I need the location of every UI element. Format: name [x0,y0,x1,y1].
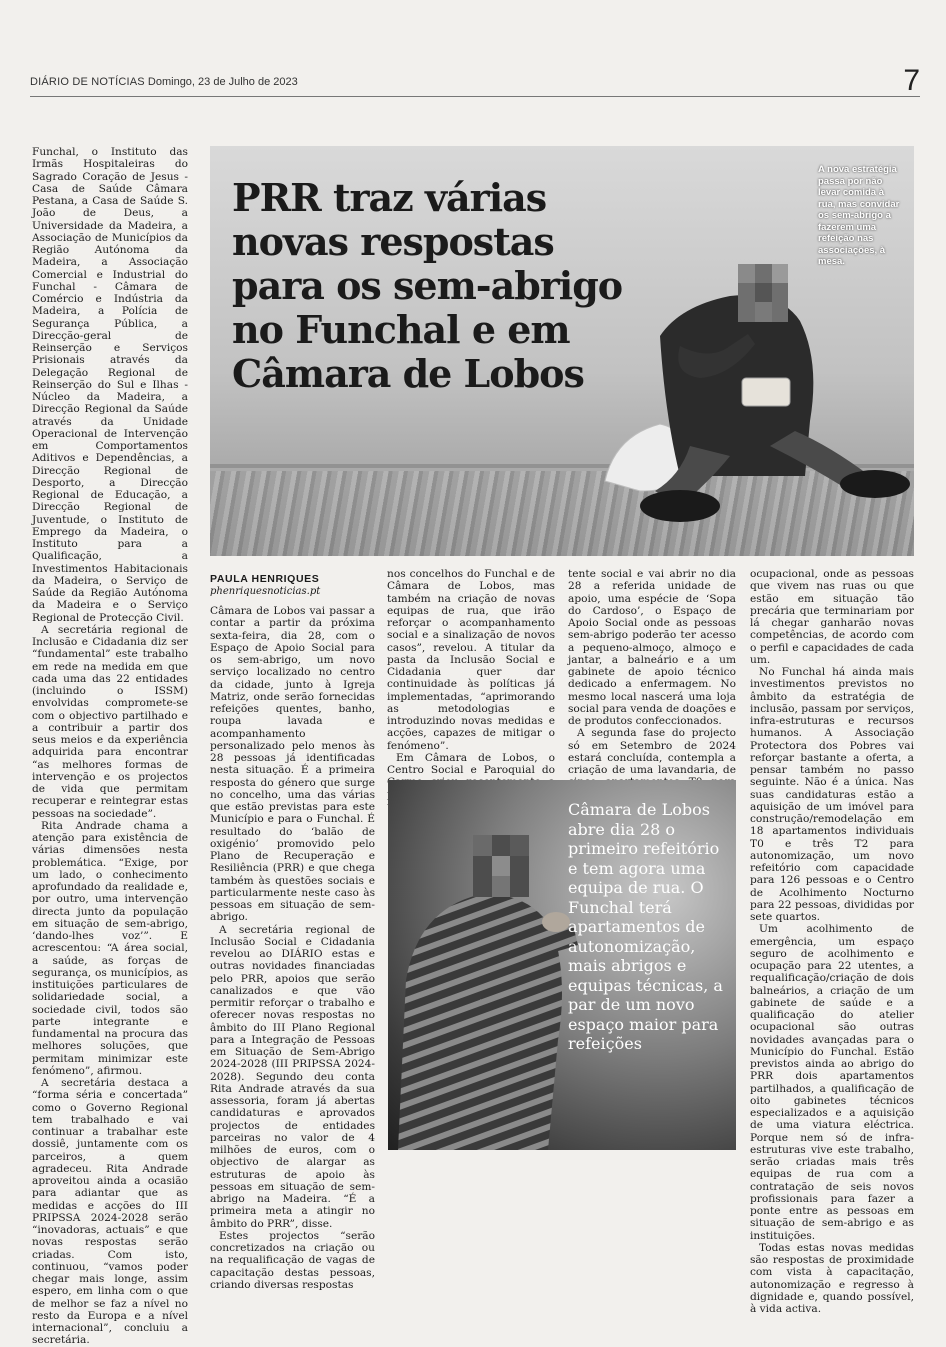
page-number: 7 [903,64,920,97]
article-column-5 [750,568,914,1315]
author-name: PAULA HENRIQUES [210,573,320,585]
article-column-3 [387,568,555,774]
edition-date: Domingo, 23 de Julho de 2023 [147,76,298,88]
pull-quote-caption: Câmara de Lobos abre dia 28 o primeiro refeitório e tem agora uma equipa de rua. O Funchal terá apartamentos de autonomização, mais abrigos e equipas técnicas, a par de um novo espaço maior para refeições [568,800,723,1053]
paragraph: Câmara de Lobos vai passar a contar a partir da próxima sexta-feira, dia 28, com o Espaço de Apoio Social para os sem-abrigo, um novo serviço localizado no centro da cidade, junto à Igreja Matriz, onde serão fornecidas refeições quentes, banho, roupa lavada e acompanhamento personalizado pelo menos às 28 pessoas já identificadas nesta situação. É a primeira resposta do género que surge no concelho, uma das várias que estão previstas para este Município e para o Funchal. É resultado do ‘balão de oxigénio’ promovido pelo Plano de Recuperação e Resiliência (PRR) e que chega também às questões sociais e particularmente neste caso às pessoas em situação de sem-abrigo. [210,605,375,924]
paragraph: A secretária destaca a “forma séria e concertada” como o Governo Regional tem trabalhado e vai continuar a trabalhar este dossiê, juntamente com os parceiros, a quem agradeceu. Rita Andrade aproveitou ainda a ocasião para adiantar que as medidas e acções do III PRIPSSA 2024-2028 serão “inovadoras, actuais” e que novas respostas serão criadas. Com isto, continuou, “vamos poder chegar mais longe, assim espero, em linha com o que de melhor se faz a nível no resto da Europa e a nível internacional”, concluiu a secretária. [32,1077,188,1347]
paragraph: nos concelhos do Funchal e de Câmara de Lobos, mas também na criação de novas equipas de rua, que irão reforçar o acompanhamento social e a sinalização de novos casos”, revelou. A titular da pasta da Inclusão Social e Cidadania quer dar continuidade às políticas já implementadas, “aprimorando as metodologias e introduzindo novas medidas e acções, capazes de mitigar o fenómeno”. [387,568,555,752]
masthead-line [30,76,298,88]
paragraph: Funchal, o Instituto das Irmãs Hospitaleiras do Sagrado Coração de Jesus - Casa de Saúde Câmara Pestana, a Casa de Saúde S. João de Deus, a Universidade da Madeira, a Associação de Municípios da Região Autónoma da Madeira, a Associação Comercial e Industrial do Funchal - Câmara de Comércio e Indústria da Madeira, a Polícia de Segurança Pública, a Direcção-geral de Reinserção e Serviços Prisionais através da Delegação Regional de Reinserção do Sul e Ilhas - Núcleo da Madeira, a Direcção Regional da Saúde através da Unidade Operacional de Intervenção em Comportamentos Aditivos e Dependências, a Direcção Regional de Desporto, a Direcção Regional de Educação, a Direcção Regional de Juventude, o Instituto de Emprego da Madeira, o Instituto para a Qualificação, a Investimentos Habitacionais da Madeira, o Serviço de Saúde da Região Autónoma da Madeira e o Serviço Regional de Protecção Civil. [32,146,188,624]
photo-caption: A nova estratégia passa por não levar comida à rua, mas convidar os sem-abrigo a fazerem uma refeição nas associações, à mesa. [818,164,900,267]
author-email: phenriquesnoticias.pt [210,586,321,597]
paragraph: Todas estas novas medidas são respostas de proximidade com vista à capacitação, autonomização e regresso à dignidade e, quando possível, à vida activa. [750,1241,914,1315]
masthead [30,64,920,97]
secondary-photo [388,780,736,1150]
paragraph: A secretária regional de Inclusão e Cidadania diz ser “fundamental” este trabalho em rede na medida em que cada uma das 22 entidades (incluindo o ISSM) envolvidas compromete-se com o objectivo partilhado e a contribuir a partir dos seus meios e da experiência adquirida para encontrar “as melhores formas de intervenção e os projectos de vida que permitam recuperar e reintegrar estas pessoas na sociedade”. [32,623,188,820]
article-column-1 [32,146,188,1347]
paragraph: Estes projectos “serão concretizados na criação ou na requalificação de vagas de capacitação destas pessoas, criando diversas respostas [210,1229,375,1291]
article-headline: PRR traz várias novas respostas para os sem-abrigo no Funchal e em Câmara de Lobos [232,175,623,396]
article-column-4 [568,568,736,774]
paragraph: ocupacional, onde as pessoas que vivem nas ruas ou que estão em situação tão precária que terminariam por lá chegar ganharão novas competências, de acordo com o perfil e capacidades de cada um. [750,568,914,666]
article-column-2 [210,605,375,1291]
paragraph: tente social e vai abrir no dia 28 a referida unidade de apoio, uma espécie de ‘Sopa do Cardoso’, o Espaço de Apoio Social onde as pessoas sem-abrigo poderão ter acesso a pequeno-almoço, almoço e jantar, a balneário e a um gabinete de apoio técnico dedicado a enfermagem. No mesmo local nascerá uma loja social para venda de doações e de produtos confeccionados. [568,568,736,727]
main-photo [210,146,914,556]
paragraph: No Funchal há ainda mais investimentos previstos no âmbito da estratégia de inclusão, passam por serviços, infra-estruturas e recursos humanos. A Associação Protectora dos Pobres vai reforçar bastante a oferta, a pensar também no passo seguinte. Não é a única. Nas suas candidaturas estão a aquisição de um imóvel para construção/remodelação em 18 apartamentos individuais T0 e três T2 para autonomização, um novo refeitório com capacidade para 126 pessoas e o Centro de Acolhimento Nocturno para 22 pessoas, divididas por sete quartos. [750,666,914,923]
paragraph: Em Câmara de Lobos, o Centro Social e Paroquial do [387,751,555,776]
paragraph: Rita Andrade chama a atenção para existência de várias dimensões nesta problemática. “Exige, por um lado, o conhecimento aprofundado da realidade e, por outro, uma intervenção directa junto da população em situação de sem-abrigo, ‘dando-lhes voz’”. E acrescentou: “A área social, a saúde, as forças de segurança, os municípios, as instituições particulares de solidariedade social, a sociedade civil, todos são parte integrante e fundamental na procura das melhores soluções, que permitam minimizar este fenómeno”, afirmou. [32,819,188,1077]
paragraph: A secretária regional de Inclusão Social e Cidadania revelou ao DIÁRIO estas e outras novidades financiadas pelo PRR, apoios que serão canalizados e que vão permitir reforçar o trabalho e oferecer novas respostas no âmbito do III Plano Regional para a Integração de Pessoas em Situação de Sem-Abrigo 2024-2028 (III PRIPSSA 2024-2028). Segundo deu conta Rita Andrade através da sua assessoria, foram já abertas candidaturas e aprovados projectos de entidades parceiras no valor de 4 milhões de euros, com o objectivo de alargar as estruturas de apoio às pessoas em situação de sem-abrigo na Madeira. “É a primeira meta a atingir no âmbito do PRR”, disse. [210,923,375,1230]
byline [210,573,375,597]
paragraph: A segunda fase do projecto só em Setembro de 2024 estará concluída, contempla a criação de uma lavandaria, de [568,727,736,776]
newspaper-name: DIÁRIO DE NOTÍCIAS [30,76,145,88]
paragraph: Um acolhimento de emergência, um espaço seguro de acolhimento e ocupação para 22 utentes, a requalificação/criação de dois balneários, a criação de um gabinete de saúde e a qualificação do atelier ocupacional são outras novidades avançadas para o Município do Funchal. Estão previstos ainda ao abrigo do PRR dois apartamentos partilhados, a qualificação de oito gabinetes técnicos especializados e a aquisição de uma viatura eléctrica. Porque nem só de infra-estruturas vive este trabalho, serão criadas mais três equipas de rua com a contratação de seis novos profissionais para fazer a ponte entre as pessoas em situação de sem-abrigo e as instituições. [750,923,914,1242]
